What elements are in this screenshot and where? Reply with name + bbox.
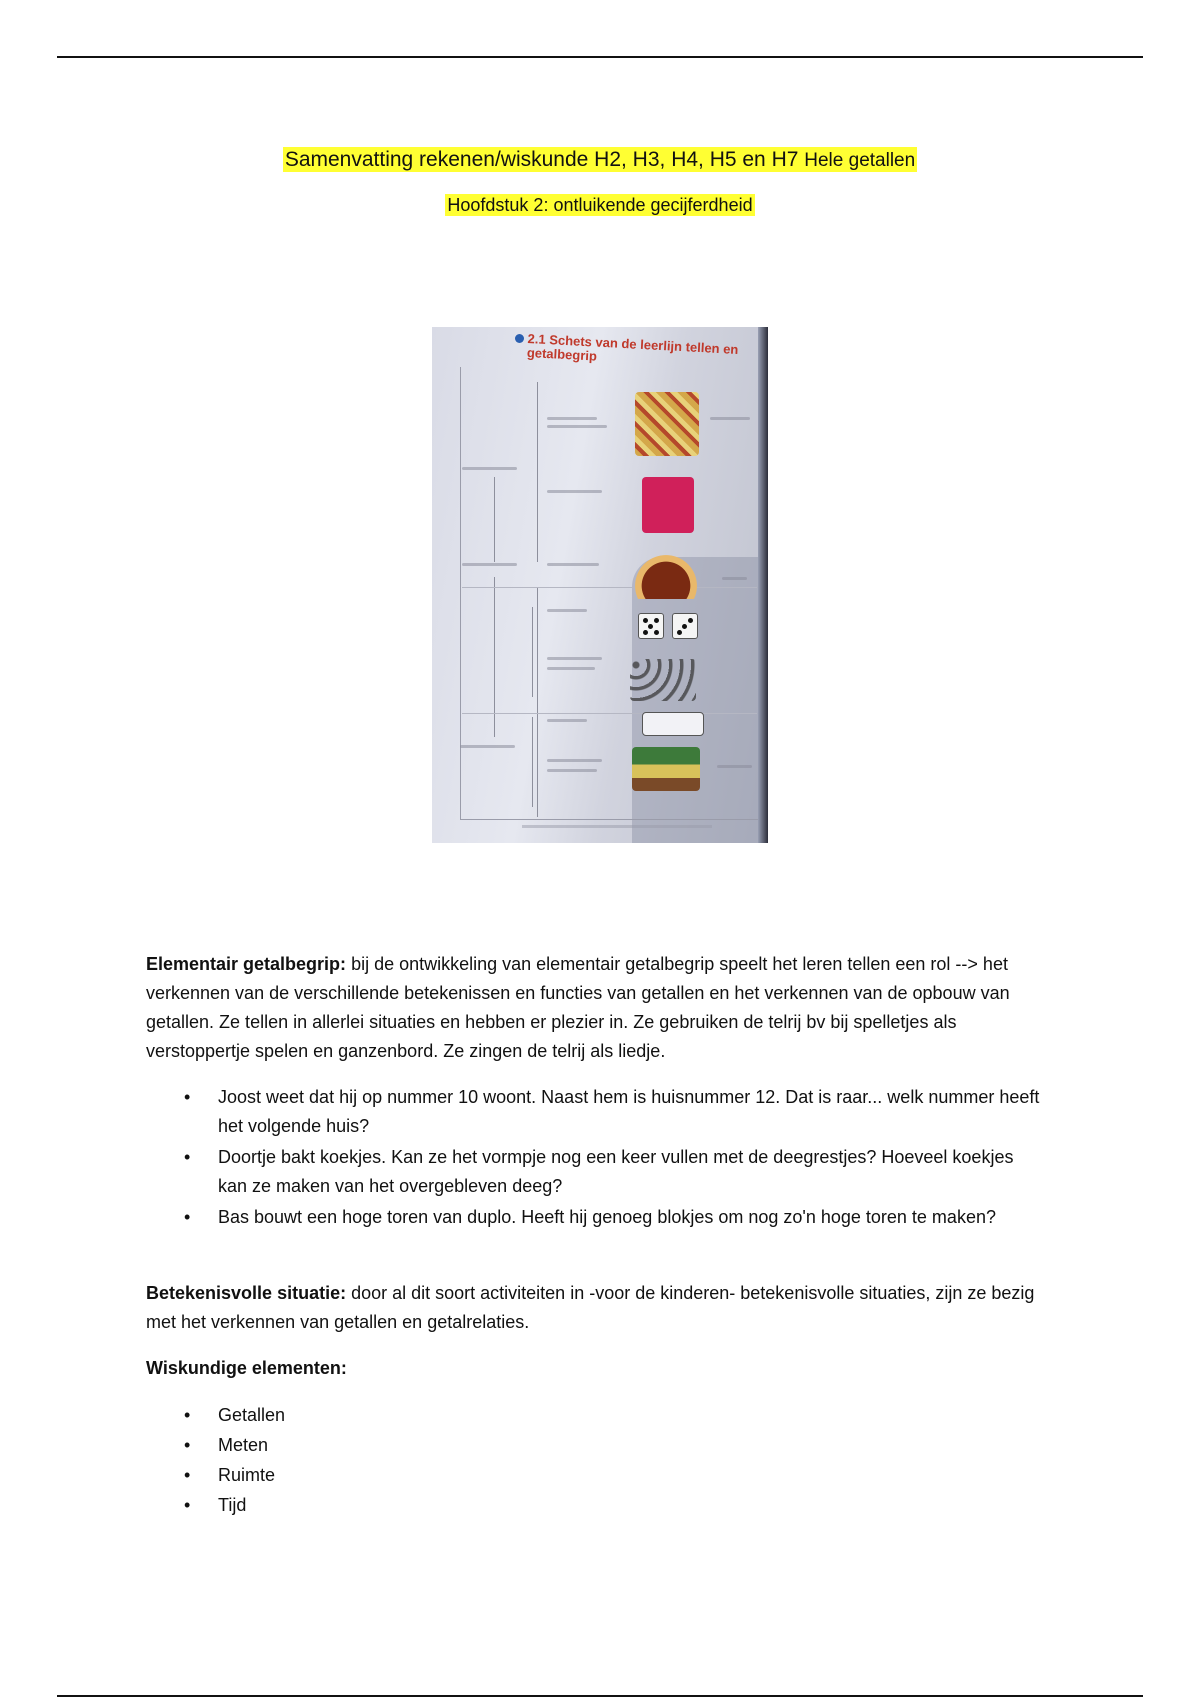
paragraph-text: door al dit soort activiteiten in -voor de kinderen- betekenisvolle situaties, zijn ze bezig met het verkennen van getallen en getalrelaties. [146,1283,1035,1332]
diagram-line [532,607,533,697]
label-blur [547,609,587,612]
book-spine [758,327,768,843]
list-item: • Bas bouwt een hoge toren van duplo. Heeft hij genoeg blokjes om nog zo'n hoge toren te maken? [146,1203,1046,1232]
title-suffix: Hele getallen [804,150,916,171]
top-rule [57,56,1143,58]
label-blur [547,667,595,670]
counting-beads-picture [630,659,696,701]
label-blur [547,425,607,428]
classroom-picture [632,747,700,791]
birthday-cake-picture [635,555,697,599]
list-item: • Meten [146,1430,1046,1460]
label-blur [547,490,602,493]
paragraph-text: bij de ontwikkeling van elementair getalbegrip speelt het leren tellen een rol --> het verkennen van de verschillende betekenissen en functies van getallen en het verkennen van de opbouw van getallen. Ze tellen in allerlei situaties en hebben er plezier in. Ze gebruiken de telrij bv bij spelletjes als verstoppertje spelen en ganzenbord. Ze zingen de telrij als liedje. [146,954,1010,1061]
chapter-title: Hoofdstuk 2: ontluikende gecijferdheid [447,195,753,215]
term-betekenisvolle-situatie: Betekenisvolle situatie: [146,1283,347,1303]
diagram-frame [460,367,761,820]
document-title [0,148,1200,172]
section-dot-icon [515,334,524,343]
diagram-line [494,477,495,562]
title-main: Samenvatting rekenen/wiskunde H2, H3, H4, H5 en H7 [284,148,799,171]
crowd-picture [635,392,699,456]
heading-wiskundige-elementen: Wiskundige elementen: [146,1358,347,1378]
diagram-line [532,717,533,807]
label-blur [462,563,517,566]
speech-bubble [642,712,704,736]
die-icon [672,613,698,639]
term-elementair-getalbegrip: Elementair getalbegrip: [146,954,347,974]
list-item: • Getallen [146,1400,1046,1430]
paragraph-elementair-getalbegrip [146,950,1046,1066]
jacket-picture [642,477,694,533]
bottom-rule [57,1695,1143,1697]
label-blur [460,745,515,748]
label-blur [547,563,599,566]
label-blur [547,719,587,722]
diagram-line [537,382,538,562]
list-item: • Tijd [146,1490,1046,1520]
elements-list [146,1400,1046,1520]
list-item: • Doortje bakt koekjes. Kan ze het vormpje nog een keer vullen met de deegrestjes? Hoeveel koekjes kan ze maken van het overgebleven deeg? [146,1143,1046,1201]
textbook-photo [432,327,768,843]
diagram-divider [462,587,757,588]
paragraph-betekenisvolle-situatie [146,1279,1046,1337]
example-list [146,1083,1046,1234]
die-icon [638,613,664,639]
diagram-line [537,587,538,817]
label-blur [722,577,747,580]
label-blur [710,417,750,420]
label-blur [547,769,597,772]
label-blur [547,657,602,660]
label-blur [547,417,597,420]
photo-title: 2.1 Schets van de leerlijn tellen en getalbegrip [526,331,739,364]
diagram-divider [462,713,757,714]
caption-blur [522,825,712,828]
label-blur [717,765,752,768]
list-item: • Joost weet dat hij op nummer 10 woont. Naast hem is huisnummer 12. Dat is raar... welk nummer heeft het volgende huis? [146,1083,1046,1141]
chapter-heading [0,195,1200,216]
list-item: • Ruimte [146,1460,1046,1490]
label-blur [462,467,517,470]
label-blur [547,759,602,762]
